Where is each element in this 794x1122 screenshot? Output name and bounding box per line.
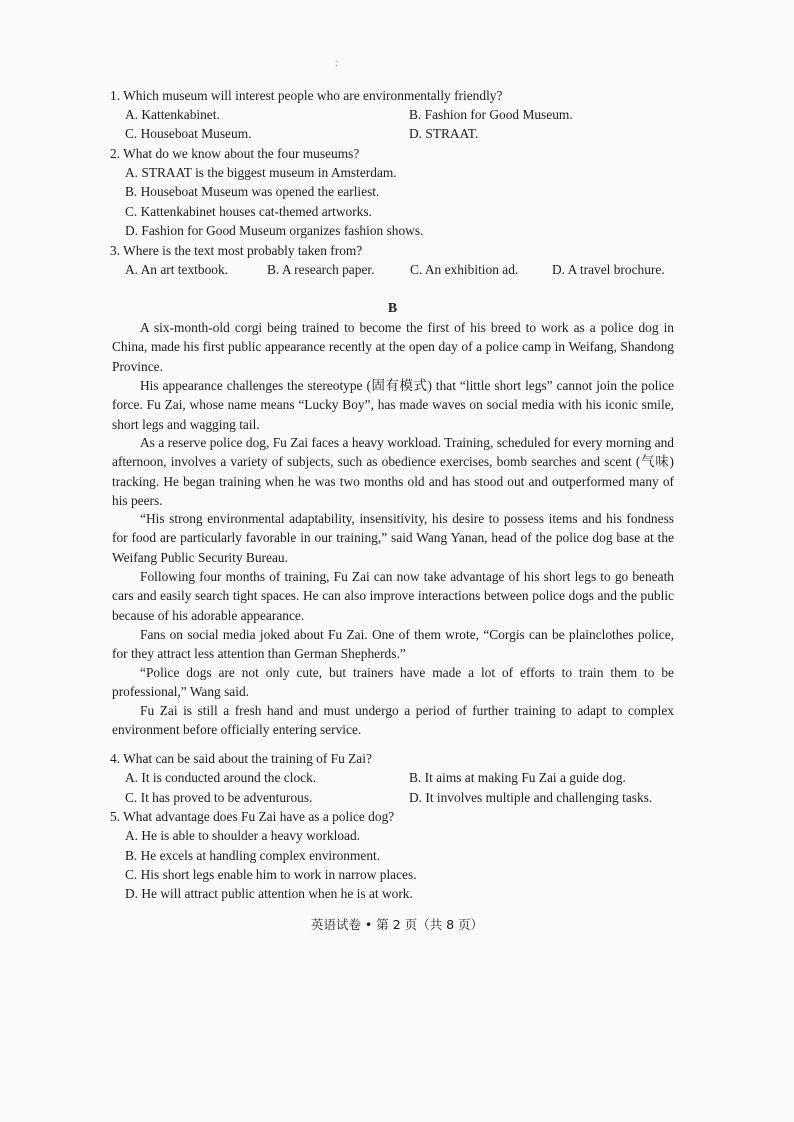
question-1-option-a: A. Kattenkabinet. (125, 107, 220, 122)
passage-paragraph-6: Fans on social media joked about Fu Zai. One of them wrote, “Corgis can be plainclothes police, for they attract less attention than German Shepherds.” (112, 627, 674, 662)
section-b-title: B (388, 300, 398, 315)
question-2-option-a: A. STRAAT is the biggest museum in Amsterdam. (125, 165, 397, 180)
question-5-option-c: C. His short legs enable him to work in narrow places. (125, 867, 417, 882)
question-2-option-b: B. Houseboat Museum was opened the earliest. (125, 184, 380, 199)
page-footer: 英语试卷 • 第 2 页（共 8 页） (310, 917, 484, 932)
question-3-option-a: A. An art textbook. (125, 262, 229, 277)
question-3-option-d: D. A travel brochure. (552, 262, 665, 277)
question-4-option-c: C. It has proved to be adventurous. (125, 790, 313, 805)
question-3-stem: 3. Where is the text most probably taken from? (110, 243, 363, 258)
question-1-option-c: C. Houseboat Museum. (125, 126, 252, 141)
question-5-option-b: B. He excels at handling complex environment. (125, 848, 381, 863)
question-3-option-b: B. A research paper. (267, 262, 375, 277)
passage-paragraph-7: “Police dogs are not only cute, but trainers have made a lot of efforts to train them to be professional,” Wang said. (112, 665, 674, 700)
passage-paragraph-8: Fu Zai is still a fresh hand and must undergo a period of further training to adapt to complex environment before officially entering service. (112, 703, 674, 738)
passage-paragraph-3: As a reserve police dog, Fu Zai faces a heavy workload. Training, scheduled for every morning and afternoon, involves a variety of subjects, such as obedience exercises, bomb searches and scent (气味) tracking. He began training when he was two months old and has stood out and outperformed many of his peers. (112, 435, 674, 509)
passage-paragraph-5: Following four months of training, Fu Zai can now take advantage of his short legs to go beneath cars and easily search tight spaces. He can also improve interactions between police dogs and the public because of his adorable appearance. (112, 569, 674, 623)
question-5-stem: 5. What advantage does Fu Zai have as a police dog? (110, 809, 395, 824)
question-2-option-c: C. Kattenkabinet houses cat-themed artworks. (125, 204, 372, 219)
question-5-option-d: D. He will attract public attention when he is at work. (125, 886, 413, 901)
question-1-option-d: D. STRAAT. (409, 126, 479, 141)
question-1-stem: 1. Which museum will interest people who are environmentally friendly? (110, 88, 503, 103)
question-1-option-b: B. Fashion for Good Museum. (409, 107, 573, 122)
question-2-option-d: D. Fashion for Good Museum organizes fashion shows. (125, 223, 424, 238)
question-4-option-a: A. It is conducted around the clock. (125, 770, 317, 785)
question-5-option-a: A. He is able to shoulder a heavy workload. (125, 828, 361, 843)
question-3-option-c: C. An exhibition ad. (410, 262, 519, 277)
question-4-option-d: D. It involves multiple and challenging tasks. (409, 790, 653, 805)
question-2-stem: 2. What do we know about the four museums? (110, 146, 360, 161)
passage-paragraph-2: His appearance challenges the stereotype (固有模式) that “little short legs” cannot join the police force. Fu Zai, whose name means “Lucky Boy”, has made waves on social media with his iconic smile, short legs and wagging tail. (112, 378, 674, 432)
passage-paragraph-4: “His strong environmental adaptability, insensitivity, his desire to possess items and his fondness for food are particularly favorable in our training,” said Wang Yanan, head of the police dog base at the Weifang Public Security Bureau. (112, 511, 674, 565)
question-4-stem: 4. What can be said about the training of Fu Zai? (110, 751, 372, 766)
top-mark: : (335, 58, 338, 69)
passage-paragraph-1: A six-month-old corgi being trained to become the first of his breed to work as a police dog in China, made his first public appearance recently at the open day of a police camp in Weifang, Shandong Province. (112, 320, 674, 374)
question-4-option-b: B. It aims at making Fu Zai a guide dog. (409, 770, 626, 785)
